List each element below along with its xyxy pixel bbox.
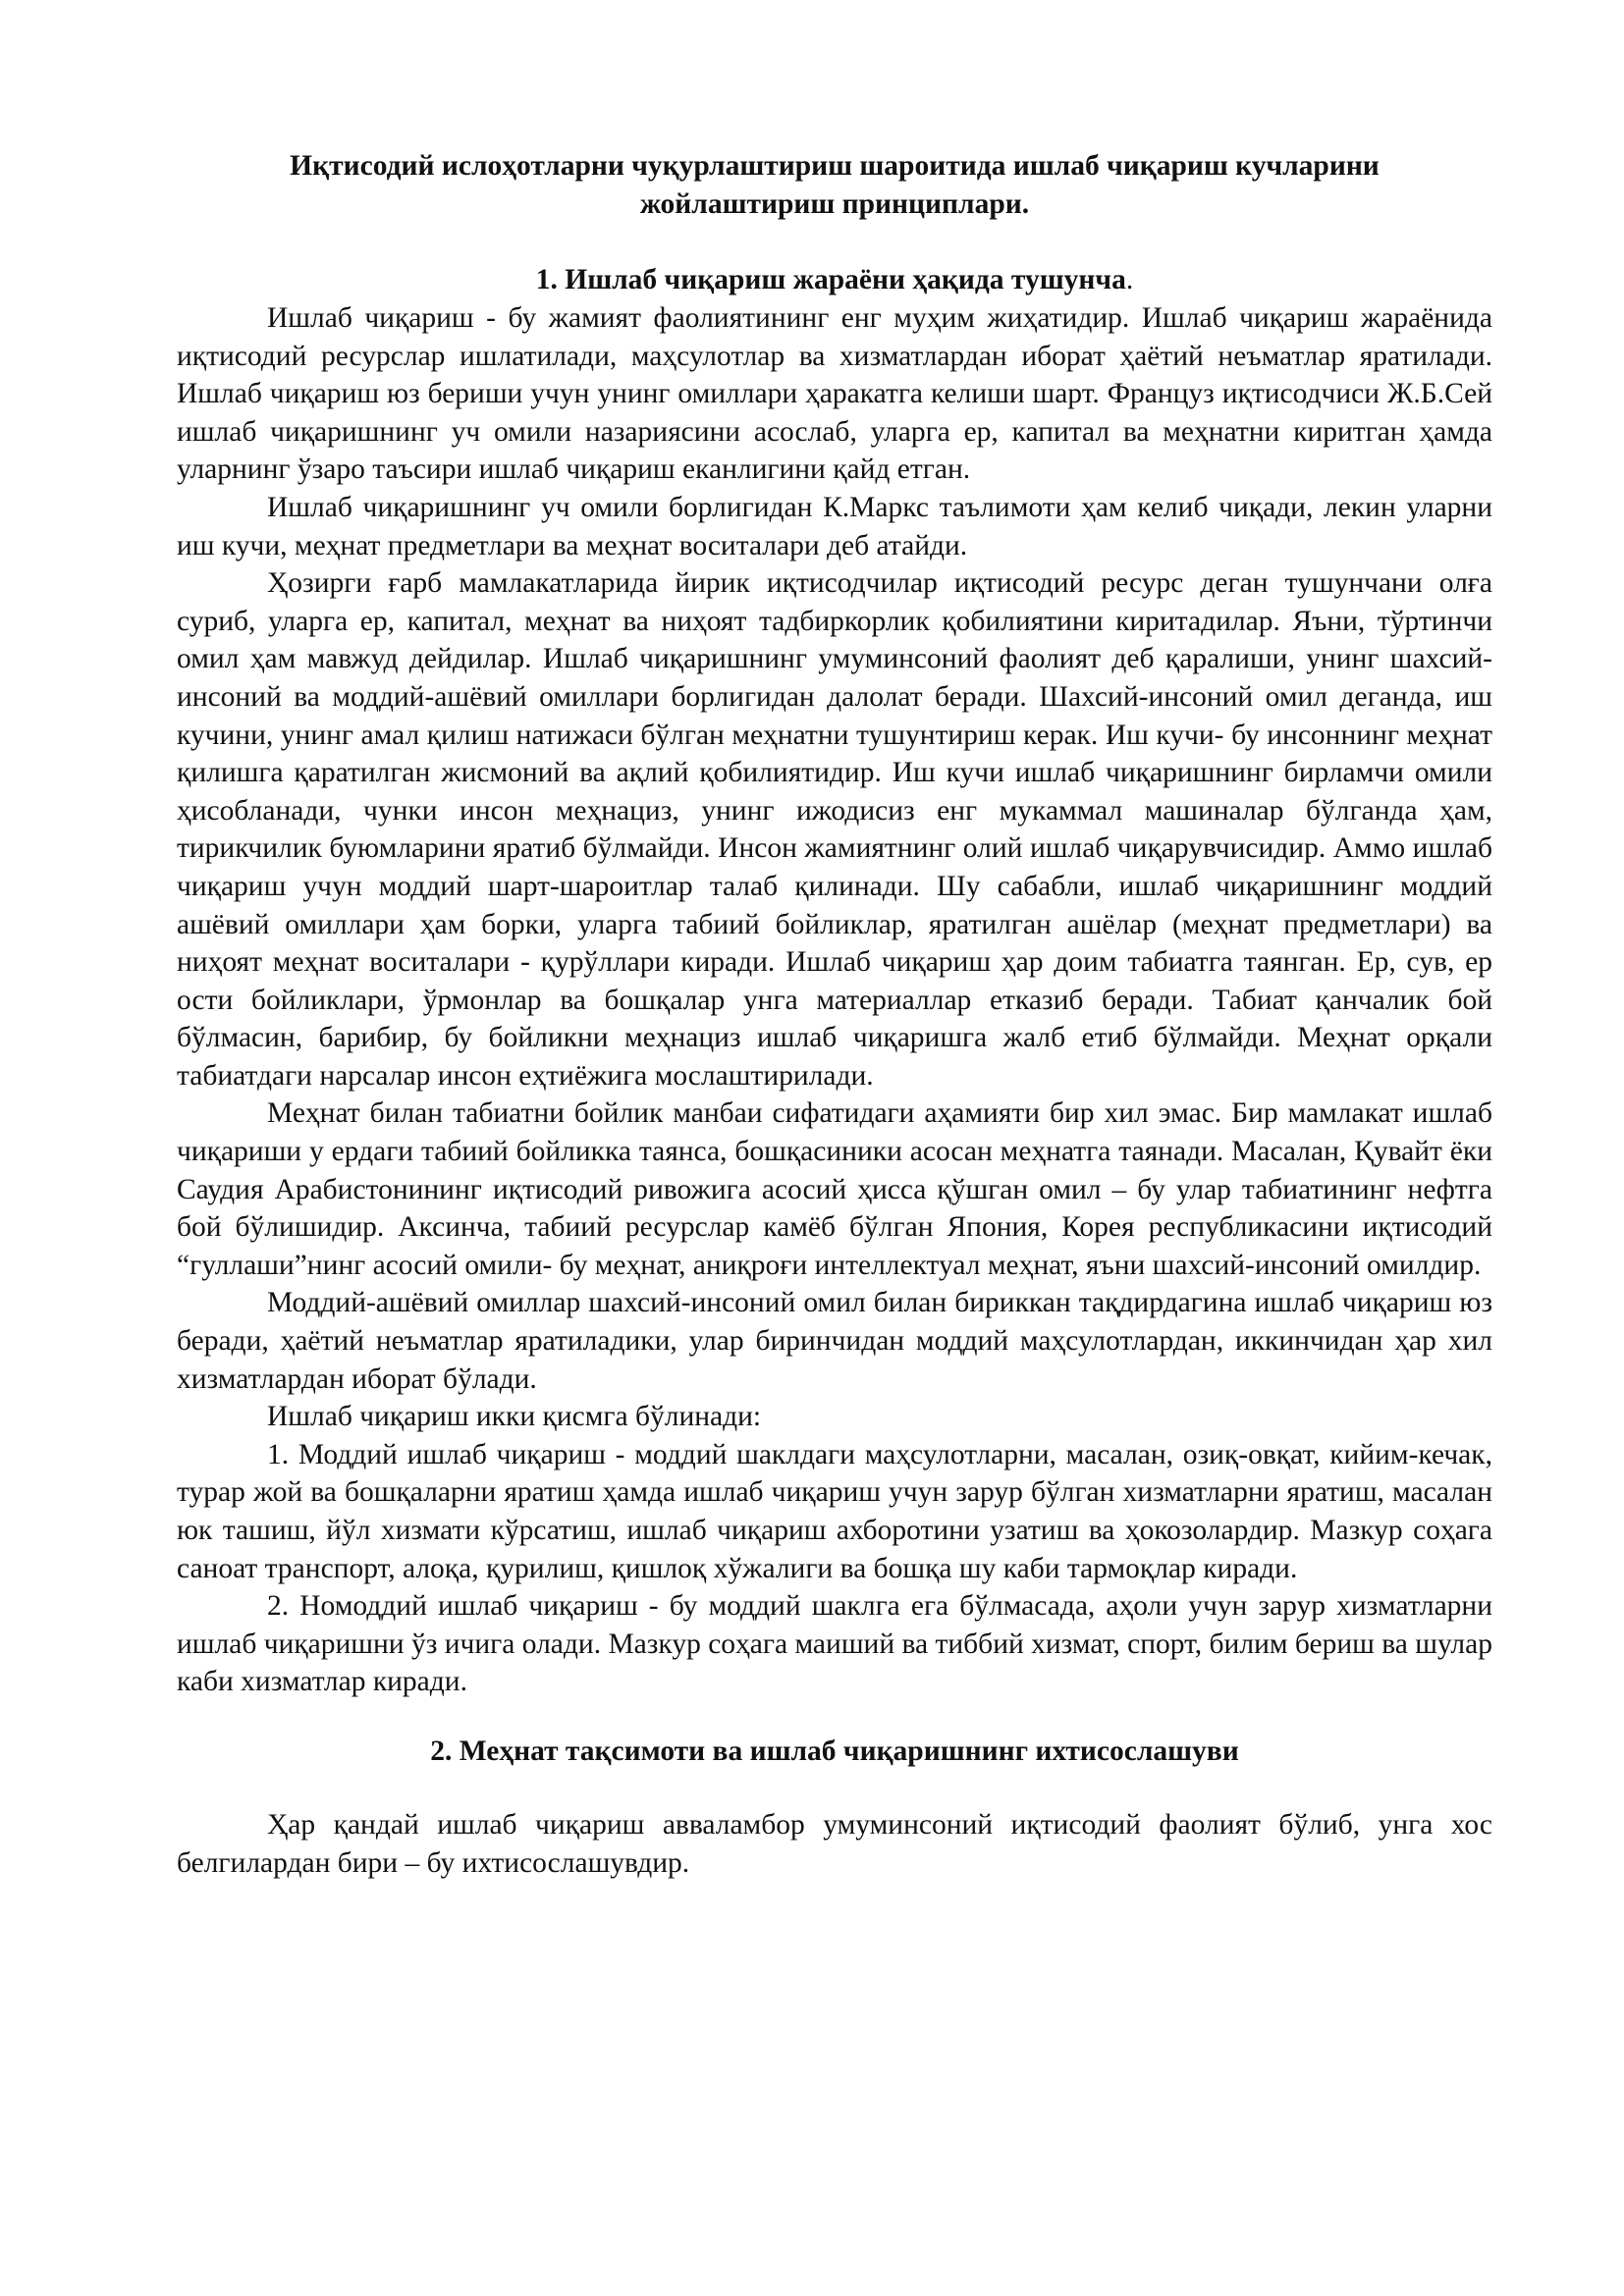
section-1-heading: [177, 261, 1492, 299]
list-item-paragraph: 2. Номоддий ишлаб чиқариш - бу моддий шаклга ега бўлмасада, аҳоли учун зарур хизматларни ишлаб чиқаришни ўз ичига олади. Мазкур соҳага маиший ва тиббий хизмат, спорт, билим бериш ва шулар каби хизматлар киради.: [177, 1590, 1492, 1698]
document-title: Иқтисодий ислоҳотларни чуқурлаштириш шароитида ишлаб чиқариш кучларини жойлаштириш принциплари.: [290, 150, 1380, 220]
section-1-heading-period: .: [1125, 264, 1134, 295]
paragraph: Моддий-ашёвий омиллар шахсий-инсоний омил билан бириккан тақдирдагина ишлаб чиқариш юз беради, ҳаётий неъматлар яратиладики, улар биринчидан моддий маҳсулотлардан, иккинчидан ҳар хил хизматлардан иборат бўлади.: [177, 1287, 1492, 1395]
paragraph: Ишлаб чиқаришнинг уч омили борлигидан К.Маркс таълимоти ҳам келиб чиқади, лекин уларни иш кучи, меҳнат предметлари ва меҳнат воситалари деб атайди.: [177, 491, 1492, 561]
paragraph: Ишлаб чиқариш - бу жамият фаолиятининг енг муҳим жиҳатидир. Ишлаб чиқариш жараёнида иқтисодий ресурслар ишлатилади, маҳсулотлар ва хизматлардан иборат ҳаётий неъматлар яратилади. Ишлаб чиқариш юз бериши учун унинг омиллари ҳаракатга келиши шарт. Француз иқтисодчиси Ж.Б.Сей ишлаб чиқаришнинг уч омили назариясини асослаб, уларга ер, капитал ва меҳнатни киритган ҳамда уларнинг ўзаро таъсири ишлаб чиқариш еканлигини қайд етган.: [177, 302, 1492, 486]
paragraph: Ишлаб чиқариш икки қисмга бўлинади:: [267, 1401, 762, 1433]
paragraph: Меҳнат билан табиатни бойлик манбаи сифатидаги аҳамияти бир хил эмас. Бир мамлакат ишлаб чиқариши у ердаги табиий бойликка таянса, бошқасиники асосан меҳнатга таянади. Масалан, Қувайт ёки Саудия Арабистонининг иқтисодий ривожига асосий ҳисса қўшган омил – бу улар табиатининг нефтга бой бўлишидир. Аксинча, табиий ресурслар камёб бўлган Япония, Корея республикасини иқтисодий “гуллаши”нинг асосий омили- бу меҳнат, аниқроғи интеллектуал меҳнат, яъни шахсий-инсоний омилдир.: [177, 1097, 1492, 1281]
list-item-paragraph: 1. Моддий ишлаб чиқариш - моддий шаклдаги маҳсулотларни, масалан, озиқ-овқат, кийим-кечак, турар жой ва бошқаларни яратиш ҳамда ишлаб чиқариш учун зарур бўлган хизматларни яратиш, масалан юк ташиш, йўл хизмати кўрсатиш, ишлаб чиқариш ахборотини узатиш ва ҳокозолардир. Мазкур соҳага саноат транспорт, алоқа, қурилиш, қишлоқ хўжалиги ва бошқа шу каби тармоқлар киради.: [177, 1438, 1492, 1584]
section-1-heading-text: 1. Ишлаб чиқариш жараёни ҳақида тушунча: [535, 264, 1126, 295]
paragraph: Ҳар қандай ишлаб чиқариш авваламбор умуминсоний иқтисодий фаолият бўлиб, унга хос белгилардан бири – бу ихтисослашувдир.: [177, 1808, 1492, 1879]
section-2-heading: 2. Меҳнат тақсимоти ва ишлаб чиқаришнинг ихтисослашуви: [430, 1735, 1239, 1767]
document-page: [177, 147, 1492, 1882]
paragraph: Ҳозирги ғарб мамлакатларида йирик иқтисодчилар иқтисодий ресурс деган тушунчани олға суриб, уларга ер, капитал, меҳнат ва ниҳоят тадбиркорлик қобилиятини киритадилар. Яъни, тўртинчи омил ҳам мавжуд дейдилар. Ишлаб чиқаришнинг умуминсоний фаолият деб қаралиши, унинг шахсий-инсоний ва моддий-ашёвий омиллари борлигидан далолат беради. Шахсий-инсоний омил деганда, иш кучини, унинг амал қилиш натижаси бўлган меҳнатни тушунтириш керак. Иш кучи- бу инсоннинг меҳнат қилишга қаратилган жисмоний ва ақлий қобилиятидир. Иш кучи ишлаб чиқаришнинг бирламчи омили ҳисобланади, чунки инсон меҳнациз, унинг ижодисиз енг мукаммал машиналар бўлганда ҳам, тирикчилик буюмларини яратиб бўлмайди. Инсон жамиятнинг олий ишлаб чиқарувчисидир. Аммо ишлаб чиқариш учун моддий шарт-шароитлар талаб қилинади. Шу сабабли, ишлаб чиқаришнинг моддий ашёвий омиллари ҳам борки, уларга табиий бойликлар, яратилган ашёлар (меҳнат предметлари) ва ниҳоят меҳнат воситалари - қурўллари киради. Ишлаб чиқариш ҳар доим табиатга таянган. Ер, сув, ер ости бойликлари, ўрмонлар ва бошқалар унга материаллар етказиб беради. Табиат қанчалик бой бўлмасин, барибир, бу бойликни меҳнациз ишлаб чиқаришга жалб етиб бўлмайди. Меҳнат орқали табиатдаги нарсалар инсон еҳтиёжига мослаштирилади.: [177, 567, 1492, 1092]
